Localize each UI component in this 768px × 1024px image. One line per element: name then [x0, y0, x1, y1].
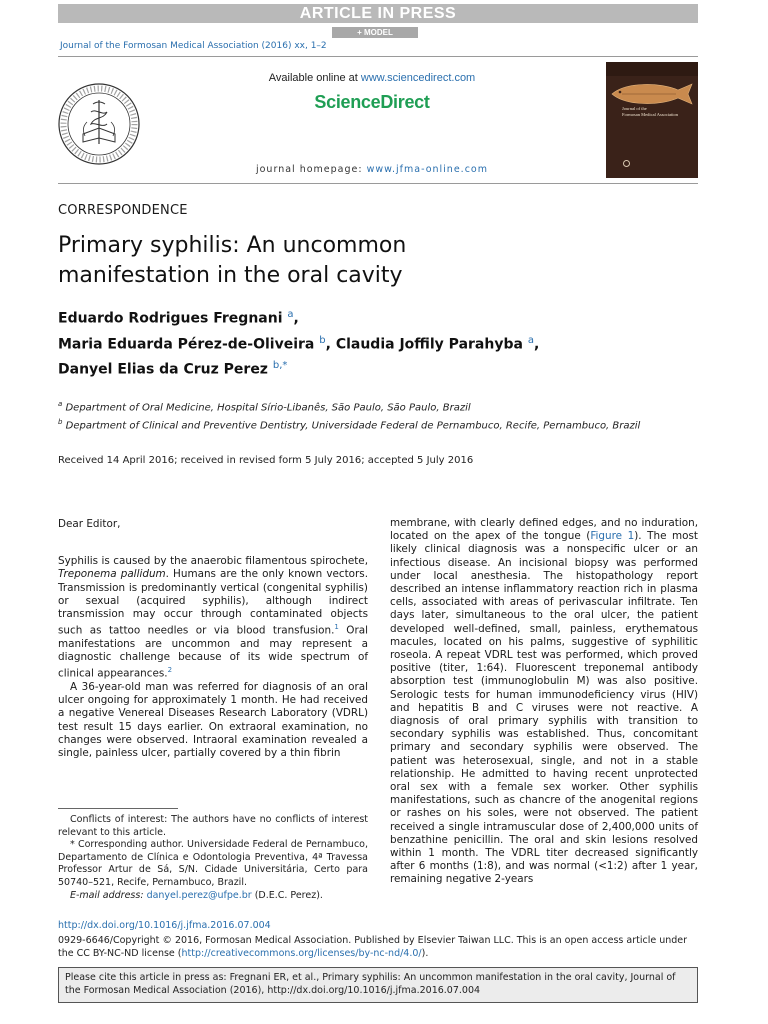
copyright-notice [58, 934, 700, 960]
license-link[interactable]: http://creativecommons.org/licenses/by-nc-nd/4.0/ [181, 948, 422, 959]
body-paragraph-3 [390, 517, 698, 887]
cover-header-strip [606, 62, 698, 76]
text-run: ). The most likely clinical diagnosis was a nonspecific ulcer or an infectious disease. An incisional biopsy was performed under local anesthesia. The histopathology report described an intense inflammatory reaction rich in plasma cells, associated with areas of perivascular infiltrate. Ten days later, simultaneous to the oral ulcer, the patient developed well-defined, small, painless, erythematous macules, located on his palms, suggestive of syphilitic roseola. A repeat VDRL test was performed, which proved positive (titer, 1:64). Fluorescent treponemal antibody absorption test (immunoglobulin M) was also positive. Serologic tests for human immunodeficiency virus (HIV) and hepatitis B and C viruses were not reactive. A diagnosis of oral primary syphilis with transition to secondary syphilis was established. Thus, concomitant primary and secondary syphilis were observed. The patient was heterosexual, single, and not in a stable relationship. He admitted to having recent unprotected oral sex with a female sex worker. Other syphilis manifestations, such as chancre of the anogenital regions or rashes on his soles, were not observed. The patient received a single intramuscular dose of 2,400,000 units of benzathine penicillin. The oral and skin lesions resolved within 1 month. The VDRL titer decreased significantly after 6 months (1:8), and was normal (<1:2) after 1 year, remaining negative 2-years [390, 530, 698, 886]
header-rule-top [58, 56, 698, 57]
cover-fish-icon [606, 78, 698, 108]
affiliation-marker: a [58, 400, 63, 408]
conflicts-footnote: Conflicts of interest: The authors have no conflicts of interest relevant to this article. [58, 814, 368, 838]
cover-title [622, 106, 678, 118]
text-run: Syphilis is caused by the anaerobic filamentous spirochete, [58, 555, 368, 568]
email-suffix: (D.E.C. Perez). [251, 889, 323, 901]
reference-link[interactable]: 2 [167, 666, 173, 675]
author-line-2 [58, 330, 718, 356]
affiliation-marker: b [58, 418, 63, 427]
paragraph-gap [58, 531, 368, 555]
species-name: Treponema pallidum [58, 568, 166, 581]
author-affiliation-marker[interactable]: b [319, 334, 326, 346]
text-run: . Humans are the only known vectors. Transmission is predominantly vertical (congenital syphilis) or sexual (acquired syphilis), although indirect transmission may occur through contaminated objects such as tattoo needles or via blood transfusion. [58, 568, 368, 637]
author-list [58, 304, 718, 381]
journal-homepage [140, 164, 604, 175]
journal-reference[interactable]: Journal of the Formosan Medical Association (2016) xx, 1–2 [60, 41, 327, 51]
text-run: membrane, with clearly defined edges, and no induration, located on the apex of the tongue ( [390, 517, 698, 543]
article-title [58, 231, 698, 291]
author-name[interactable]: Eduardo Rodrigues Fregnani [58, 310, 283, 327]
copyright-text-end: ). [421, 948, 429, 959]
affiliation-item [58, 397, 698, 415]
cover-title-line1: Journal of the [622, 106, 647, 111]
sciencedirect-link[interactable]: www.sciencedirect.com [360, 72, 476, 84]
doi-link[interactable]: http://dx.doi.org/10.1016/j.jfma.2016.07.004 [58, 920, 271, 931]
article-title-line1: Primary syphilis: An uncommon [58, 233, 407, 258]
sciencedirect-logo: ScienceDirect [314, 92, 430, 112]
author-line-1 [58, 304, 718, 330]
journal-homepage-label: journal homepage: [255, 164, 367, 175]
salutation: Dear Editor, [58, 518, 121, 530]
author-affiliation-marker[interactable]: a [287, 309, 294, 320]
footnotes [58, 814, 368, 902]
affiliation-text: Department of Oral Medicine, Hospital Sírio-Libanês, São Paulo, São Paulo, Brazil [62, 402, 471, 414]
cover-seal-icon [623, 160, 630, 167]
section-label: CORRESPONDENCE [58, 203, 188, 218]
body-paragraph-2: A 36-year-old man was referred for diagnosis of an oral ulcer ongoing for approximately 1 month. He had received a negative Venereal Diseases Research Laboratory (VDRL) test result 15 days earlier. On extraoral examination, no changes were observed. Intraoral examination revealed a single, painless ulcer, partially covered by a thin fibrin [58, 680, 368, 759]
article-title-line2: manifestation in the oral cavity [58, 263, 403, 288]
author-affiliation-marker[interactable]: b,* [272, 360, 288, 372]
author-separator: , [533, 336, 540, 353]
model-tag: + MODEL [332, 27, 418, 38]
author-affiliation-marker[interactable]: a [527, 334, 534, 346]
affiliations [58, 397, 698, 434]
author-line-3 [58, 355, 718, 381]
affiliation-item [58, 415, 698, 433]
author-name[interactable]: Maria Eduarda Pérez-de-Oliveira [58, 336, 315, 353]
body-paragraph-1 [58, 555, 368, 681]
header-rule-bottom [58, 183, 698, 184]
author-separator: , [293, 310, 299, 327]
body-column-left [58, 518, 368, 760]
affiliation-text: Department of Clinical and Preventive Dentistry, Universidade Federal de Pernambuco, Recife, Pernambuco, Brazil [62, 420, 641, 432]
author-name[interactable]: Claudia Joffily Parahyba [335, 336, 523, 353]
email-label: E-mail address: [70, 889, 147, 901]
citation-box: Please cite this article in press as: Fregnani ER, et al., Primary syphilis: An uncommon manifestation in the oral cavity, Journal of the Formosan Medical Association (2016), http://dx.doi.org/10.1016/j.jfma.2016.07.004 [58, 967, 698, 1003]
available-online [140, 72, 604, 84]
reference-link[interactable]: 1 [334, 623, 339, 632]
article-in-press-banner: ARTICLE IN PRESS [58, 4, 698, 23]
figure-link[interactable]: Figure 1 [590, 530, 635, 543]
footnote-rule [58, 808, 178, 809]
formosan-medical-association-logo [57, 82, 141, 166]
copyright-text: 0929-6646/Copyright © 2016, Formosan Medical Association. Published by Elsevier Taiwan LLC. This is an open access article under the CC BY-NC-ND license ( [58, 935, 688, 959]
author-name[interactable]: Danyel Elias da Cruz Perez [58, 361, 268, 378]
corresponding-author-footnote: * Corresponding author. Universidade Federal de Pernambuco, Departamento de Clínica e Odontologia Preventiva, 4ª Travessa Professor Artur de Sá, S/N. Cidade Universitária, Certo para 50740–521, Recife, Pernambuco, Brazil. [58, 839, 368, 888]
author-separator: , [325, 336, 336, 353]
email-footnote [58, 890, 368, 903]
body-column-right [390, 517, 698, 887]
text-run: Oral manifestations are uncommon and may represent a diagnostic challenge because of its wide spectrum of clinical appearances. [58, 624, 368, 680]
email-link[interactable]: danyel.perez@ufpe.br [146, 889, 252, 901]
journal-cover-image [606, 62, 698, 178]
journal-homepage-link[interactable]: www.jfma-online.com [366, 164, 488, 175]
available-online-label: Available online at [268, 72, 361, 84]
cover-title-line2: Formosan Medical Association [622, 112, 678, 117]
received-dates: Received 14 April 2016; received in revised form 5 July 2016; accepted 5 July 2016 [58, 455, 474, 466]
